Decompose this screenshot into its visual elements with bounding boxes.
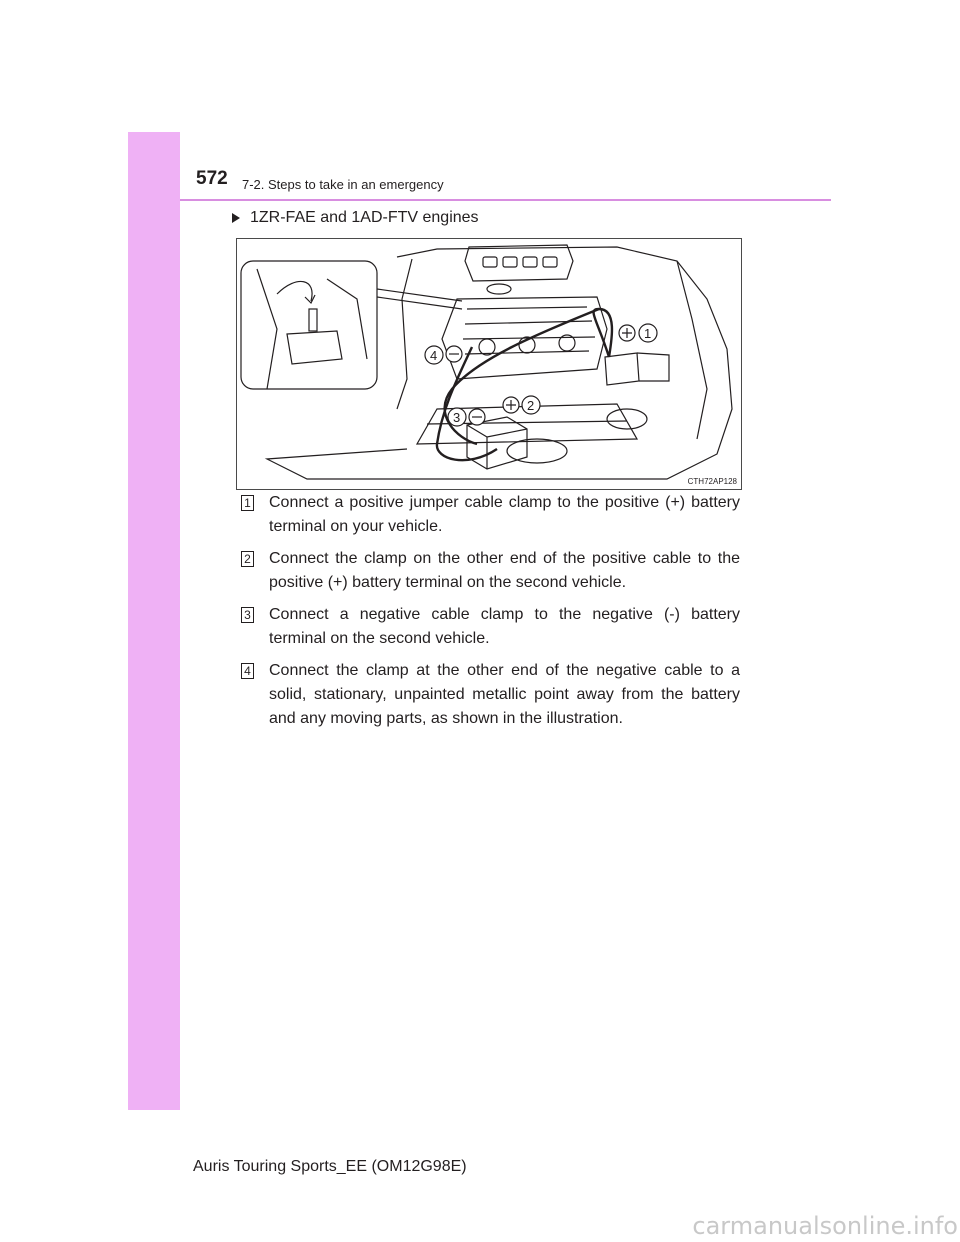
figure-code: CTH72AP128	[687, 477, 737, 486]
callout-2-label: 2	[527, 398, 535, 413]
step-item	[240, 547, 740, 595]
subheading-text: 1ZR-FAE and 1AD-FTV engines	[250, 209, 479, 226]
callout-3-label: 3	[453, 410, 461, 425]
step-text: Connect a negative cable clamp to the negative (-) battery terminal on the second vehicle.	[269, 606, 740, 647]
section-title: 7-2. Steps to take in an emergency	[242, 177, 444, 192]
header-divider	[180, 199, 831, 201]
callout-2	[503, 396, 540, 414]
step-number: 4	[241, 663, 254, 679]
step-number: 2	[241, 551, 254, 567]
step-item	[240, 491, 740, 539]
engine-bay-drawing	[237, 239, 741, 489]
engine-subheading	[232, 209, 479, 227]
step-item	[240, 659, 740, 731]
step-item	[240, 603, 740, 651]
triangle-bullet-icon	[232, 213, 240, 223]
step-number: 3	[241, 607, 254, 623]
chapter-side-tab	[128, 132, 180, 1110]
step-text: Connect a positive jumper cable clamp to the positive (+) battery terminal on your vehicle.	[269, 494, 740, 535]
step-number: 1	[241, 495, 254, 511]
step-text: Connect the clamp on the other end of the positive cable to the positive (+) battery terminal on the second vehicle.	[269, 550, 740, 591]
callout-4	[425, 346, 462, 364]
procedure-steps	[240, 491, 740, 739]
watermark: carmanualsonline.info	[692, 1212, 958, 1240]
page-number: 572	[196, 168, 228, 189]
engine-bay-illustration	[236, 238, 742, 490]
step-text: Connect the clamp at the other end of the negative cable to a solid, stationary, unpainted metallic point away from the battery and any moving parts, as shown in the illustration.	[269, 662, 740, 727]
manual-footer: Auris Touring Sports_EE (OM12G98E)	[193, 1158, 467, 1175]
callout-1-label: 1	[644, 326, 652, 341]
callout-4-label: 4	[430, 348, 438, 363]
callout-1	[619, 324, 657, 342]
